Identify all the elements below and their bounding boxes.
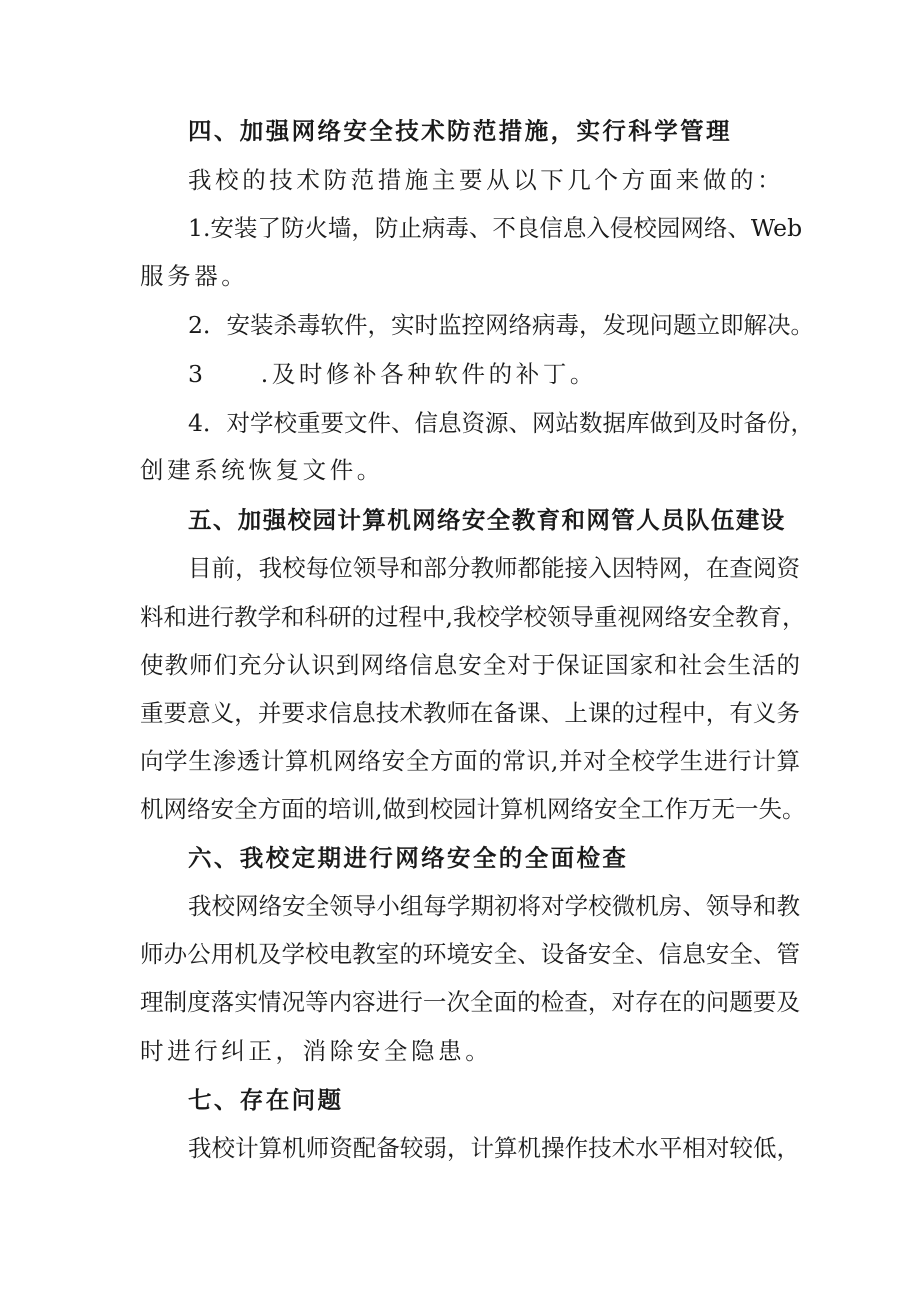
section-5-paragraph-line-2: 料和进行教学和科研的过程中,我校学校领导重视网络安全教育， [140, 603, 806, 631]
section-7-paragraph-line-1: 我校计算机师资配备较弱，计算机操作技术水平相对较低， [188, 1134, 800, 1162]
item-4-line-1: 4．对学校重要文件、信息资源、网站数据库做到及时备份， [188, 409, 814, 437]
section-5-paragraph-line-5: 向学生渗透计算机网络安全方面的常识,并对全校学生进行计算 [140, 747, 800, 775]
section-6-heading: 六、我校定期进行网络安全的全面检查 [188, 844, 629, 872]
item-1-line-1: 1.安装了防火墙，防止病毒、不良信息入侵校园网络、Web [188, 214, 803, 242]
section-6-paragraph-line-1: 我校网络安全领导小组每学期初将对学校微机房、领导和教 [188, 892, 800, 920]
section-7-heading: 七、存在问题 [188, 1086, 344, 1114]
item-1-line-2: 服务器。 [140, 262, 249, 290]
section-6-paragraph-line-2: 师办公用机及学校电教室的环境安全、设备安全、信息安全、管 [140, 940, 800, 968]
item-4-line-2: 创建系统恢复文件。 [140, 456, 384, 484]
item-3: 3 .及时修补各种软件的补丁。 [188, 360, 598, 388]
section-5-heading: 五、加强校园计算机网络安全教育和网管人员队伍建设 [188, 506, 786, 534]
item-2: 2．安装杀毒软件，实时监控网络病毒，发现问题立即解决。 [188, 311, 814, 339]
section-5-paragraph-line-4: 重要意义，并要求信息技术教师在备课、上课的过程中，有义务 [140, 699, 800, 727]
section-4-intro: 我校的技术防范措施主要从以下几个方面来做的： [188, 166, 785, 194]
section-6-paragraph-line-4: 时进行纠正，消除安全隐患。 [140, 1037, 493, 1065]
section-5-paragraph-line-6: 机网络安全方面的培训,做到校园计算机网络安全工作万无一失。 [140, 795, 806, 823]
section-4-heading: 四、加强网络安全技术防范措施，实行科学管理 [188, 117, 732, 145]
section-5-paragraph-line-1: 目前，我校每位领导和部分教师都能接入因特网，在查阅资 [188, 554, 800, 582]
section-5-paragraph-line-3: 使教师们充分认识到网络信息安全对于保证国家和社会生活的 [140, 651, 800, 679]
section-6-paragraph-line-3: 理制度落实情况等内容进行一次全面的检查，对存在的问题要及 [140, 988, 800, 1016]
